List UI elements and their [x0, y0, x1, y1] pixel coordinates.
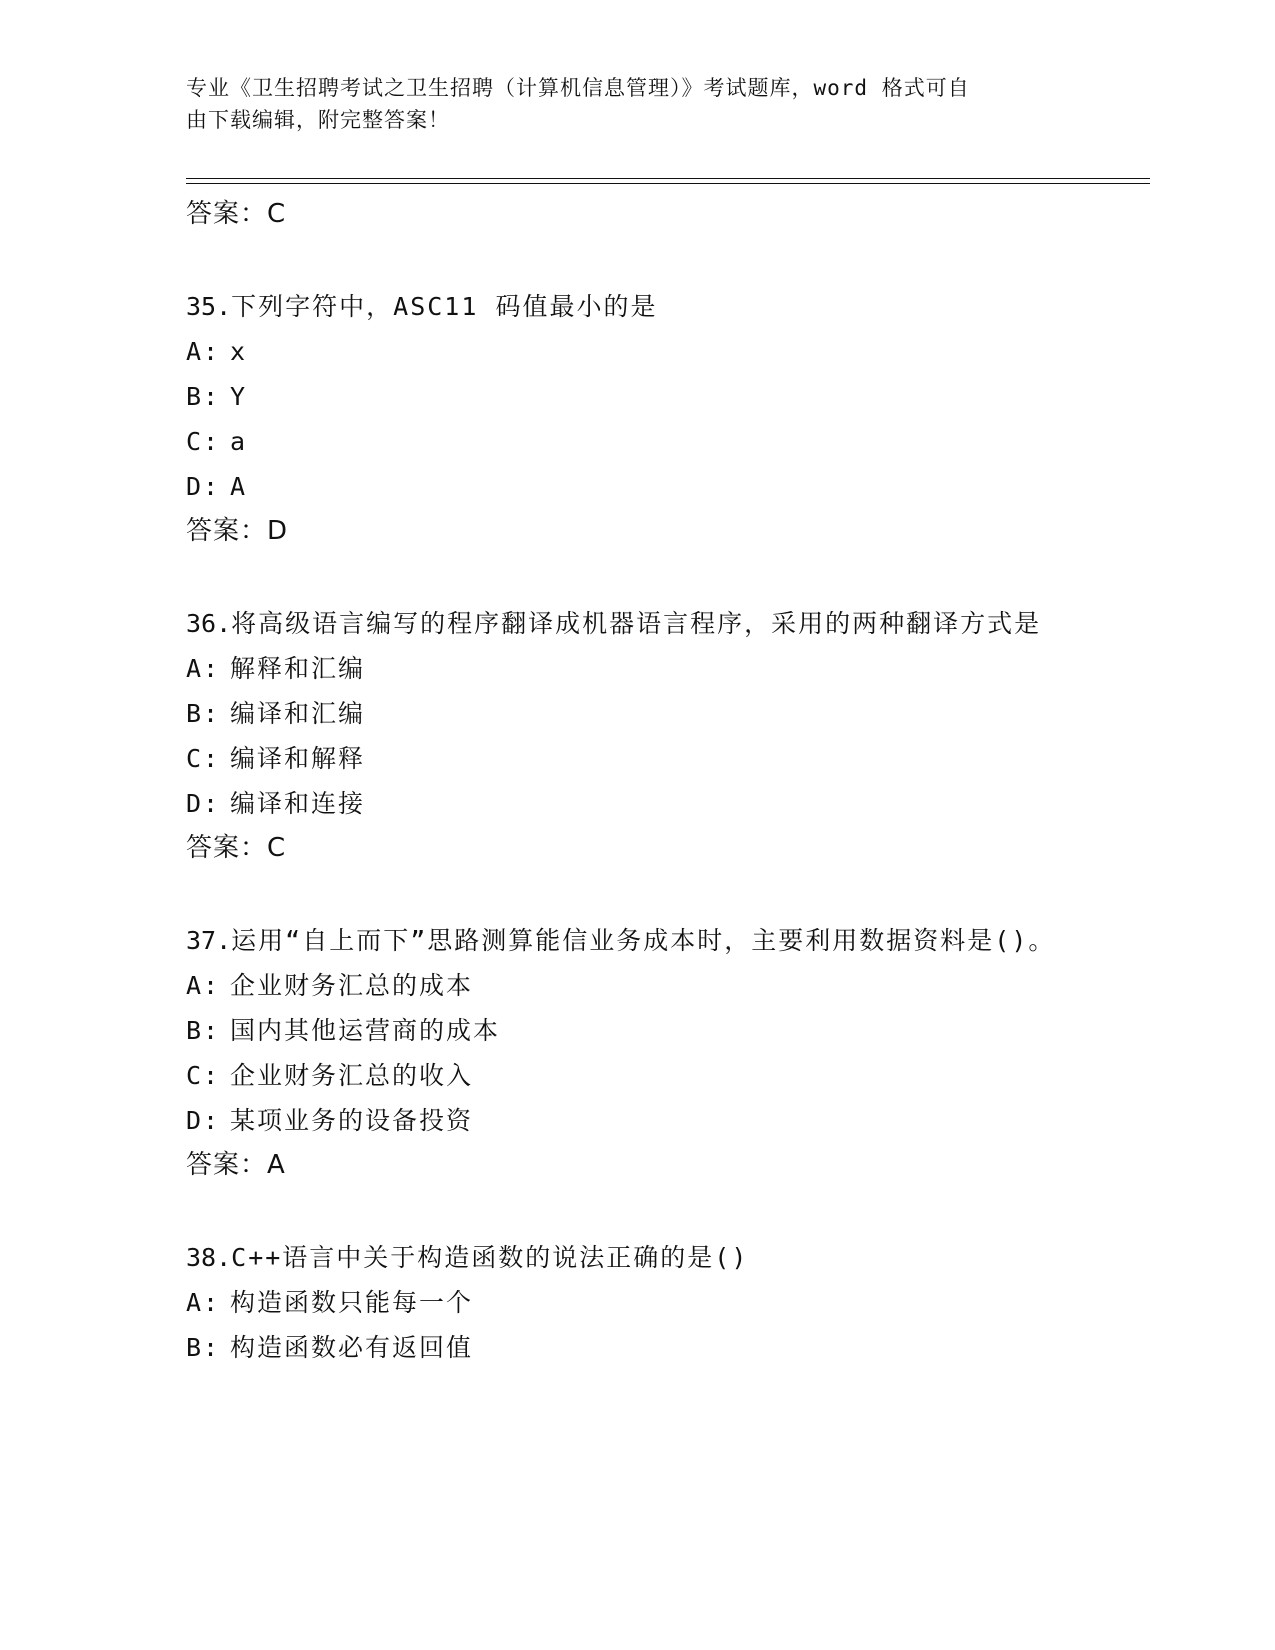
header-line-1: 专业《卫生招聘考试之卫生招聘（计算机信息管理）》考试题库，word 格式可自	[186, 76, 970, 100]
option-text: 企业财务汇总的收入	[230, 1061, 474, 1090]
question-number: 35.	[186, 292, 232, 321]
option-d	[186, 464, 1086, 509]
option-c	[186, 736, 1086, 781]
option-letter: B:	[186, 382, 221, 411]
option-b	[186, 374, 1086, 419]
option-text: Y	[230, 382, 248, 411]
question-36	[186, 601, 1086, 870]
answer-previous: 答案：C	[186, 199, 287, 229]
option-letter: D:	[186, 789, 221, 818]
option-text: 构造函数只能每一个	[230, 1288, 474, 1317]
option-text: 企业财务汇总的成本	[230, 971, 474, 1000]
option-d	[186, 1098, 1086, 1143]
option-text: 编译和解释	[230, 744, 366, 773]
option-letter: C:	[186, 744, 221, 773]
question-stem	[186, 918, 1086, 963]
option-b	[186, 1008, 1086, 1053]
option-c	[186, 419, 1086, 464]
question-list	[186, 186, 1086, 1370]
option-text: 编译和连接	[230, 789, 366, 818]
question-35	[186, 284, 1086, 553]
question-number: 37.	[186, 926, 232, 955]
header-divider-top	[186, 178, 1150, 179]
answer: 答案：D	[186, 516, 289, 546]
option-letter: A:	[186, 654, 221, 683]
option-a	[186, 329, 1086, 374]
option-letter: A:	[186, 337, 221, 366]
option-a	[186, 1280, 1086, 1325]
question-stem	[186, 1235, 1086, 1280]
option-text: 某项业务的设备投资	[230, 1106, 474, 1135]
option-text: 构造函数必有返回值	[230, 1333, 474, 1362]
option-letter: A:	[186, 1288, 221, 1317]
question-stem	[186, 284, 1086, 329]
option-letter: B:	[186, 699, 221, 728]
question-text: C++语言中关于构造函数的说法正确的是()	[231, 1243, 749, 1272]
question-number: 38.	[186, 1243, 232, 1272]
header-line-2: 由下载编辑，附完整答案！	[186, 108, 450, 132]
option-text: 解释和汇编	[230, 654, 366, 683]
answer: 答案：A	[186, 1150, 286, 1180]
option-b	[186, 1325, 1086, 1370]
option-letter: D:	[186, 1106, 221, 1135]
option-letter: C:	[186, 427, 221, 456]
option-c	[186, 1053, 1086, 1098]
option-text: x	[230, 337, 248, 366]
option-text: A	[230, 472, 248, 501]
question-stem	[186, 601, 1086, 646]
option-letter: D:	[186, 472, 221, 501]
document-header	[186, 72, 1066, 136]
question-text: 下列字符中，ASC11 码值最小的是	[231, 292, 658, 321]
option-letter: C:	[186, 1061, 221, 1090]
option-text: 国内其他运营商的成本	[230, 1016, 501, 1045]
question-text: 运用“自上而下”思路测算能信业务成本时，主要利用数据资料是()。	[231, 926, 1056, 955]
option-d	[186, 781, 1086, 826]
option-text: 编译和汇编	[230, 699, 366, 728]
option-b	[186, 691, 1086, 736]
question-38	[186, 1235, 1086, 1370]
question-text: 将高级语言编写的程序翻译成机器语言程序，采用的两种翻译方式是	[231, 609, 1042, 638]
option-letter: B:	[186, 1016, 221, 1045]
question-number: 36.	[186, 609, 232, 638]
option-a	[186, 963, 1086, 1008]
header-divider-bottom	[186, 183, 1150, 184]
question-37	[186, 918, 1086, 1187]
option-letter: A:	[186, 971, 221, 1000]
answer: 答案：C	[186, 833, 287, 863]
option-a	[186, 646, 1086, 691]
option-text: a	[230, 427, 248, 456]
option-letter: B:	[186, 1333, 221, 1362]
